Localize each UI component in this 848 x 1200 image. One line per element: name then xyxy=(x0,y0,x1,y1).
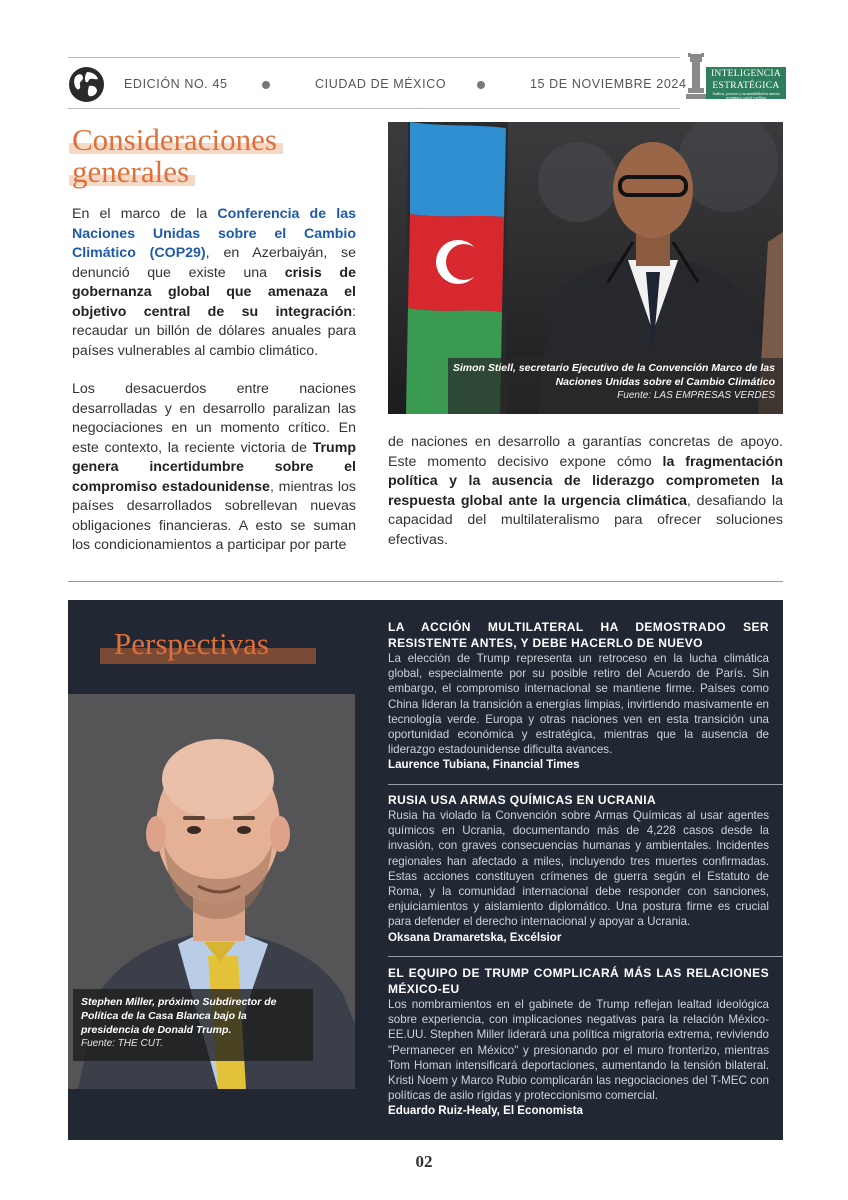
news-separator xyxy=(388,956,783,957)
news-separator xyxy=(388,784,783,785)
header-date: 15 DE NOVIEMBRE 2024 xyxy=(530,77,687,91)
globe-icon xyxy=(68,66,105,103)
logo xyxy=(706,67,786,99)
news-item xyxy=(388,965,769,1119)
section-divider xyxy=(68,581,783,582)
paragraph-fragmentation: de naciones en desarrollo a garantías concretas de apoyo. Este momento decisivo expone cómo la fragmentación política y la ausencia de liderazgo comprometen la respuesta global ante la urgencia climática, desafiando la capacidad del multilateralismo para ofrecer soluciones efectivas. xyxy=(388,434,783,548)
edition-number: EDICIÓN NO. 45 xyxy=(124,77,228,91)
section-title-line1: Consideraciones xyxy=(72,122,277,157)
news-item-author: Oksana Dramaretska, Excélsior xyxy=(388,930,562,944)
news-item-title: RUSIA USA ARMAS QUÍMICAS EN UCRANIA xyxy=(388,793,657,807)
header-city: CIUDAD DE MÉXICO xyxy=(315,77,447,91)
news-item xyxy=(388,792,769,946)
chess-piece-icon xyxy=(686,52,706,100)
news-item-body: Rusia ha violado la Convención sobre Armas Químicas al usar agentes químicos en Ucrania, documentando más de 4,228 casos desde la invasión, con graves consecuencias humanas y ambientales. Incidentes regionales han afectado a miles, incluyendo tres muertes confirmadas. Estas acciones constituyen crímenes de guerra según el Estatuto de Roma, y la comunidad internacional debe responder con sanciones, enjuiciamientos y aislamiento diplomático. Una postura firme es crucial para defender el derecho internacional y apoyar a Ucrania. xyxy=(388,809,769,929)
section-title xyxy=(72,124,277,188)
news-item-author: Eduardo Ruiz-Healy, El Economista xyxy=(388,1104,583,1118)
perspectivas-title: Perspectivas xyxy=(114,626,269,661)
photo-stephen-miller xyxy=(68,694,355,1089)
photo1-source: Fuente: LAS EMPRESAS VERDES xyxy=(617,390,775,401)
news-item-title: LA ACCIÓN MULTILATERAL HA DEMOSTRADO SER RESISTENTE ANTES, Y DEBE HACERLO DE NUEVO xyxy=(388,620,769,650)
photo1-caption xyxy=(448,358,783,414)
news-item-author: Laurence Tubiana, Financial Times xyxy=(388,758,580,772)
news-item-body: La elección de Trump representa un retroceso en la lucha climática global, especialmente por su posible retiro del Acuerdo de París. Sin embargo, el compromiso internacional se mantiene firme. Países como China lideran la transición a energías limpias, invirtiendo masivamente en tecnología verde. Europa y otras naciones ven en esta transición una oportunidad económica y estratégica, mientras que la ausencia de liderazgo estadounidense dificulta avances. xyxy=(388,652,769,757)
photo2-caption xyxy=(73,989,313,1061)
logo-title-line1: INTELIGENCIA xyxy=(710,69,782,79)
news-item xyxy=(388,619,769,773)
paragraph-intro: En el marco de la Conferencia de las Naciones Unidas sobre el Cambio Climático (COP29), en Azerbaiyán, se denunció que existe una crisis de gobernanza global que amenaza el objetivo central de su integración: recaudar un billón de dólares anuales para países vulnerables al cambio climático. xyxy=(72,206,357,359)
separator-dot xyxy=(477,81,485,89)
logo-title-line2: ESTRATÉGICA xyxy=(712,81,780,91)
left-column-text xyxy=(72,205,356,556)
separator-dot xyxy=(262,81,270,89)
photo-simon-stiell xyxy=(388,122,783,414)
photo2-source: Fuente: THE CUT. xyxy=(81,1038,163,1049)
header-bottom-rule xyxy=(68,108,680,109)
page-number: 02 xyxy=(415,1152,433,1171)
right-column-text xyxy=(388,433,783,550)
news-item-title: EL EQUIPO DE TRUMP COMPLICARÁ MÁS LAS RELACIONES MÉXICO-EU xyxy=(388,966,769,996)
section-title-line2: generales xyxy=(72,154,190,189)
paragraph-disagreements: Los desacuerdos entre naciones desarrolladas y en desarrollo paralizan las negociaciones en un momento crítico. En este contexto, la reciente victoria de Trump genera incertidumbre sobre el compromiso estadounidense, mientras los países desarrollados sobrellevan nuevas obligaciones financieras. A esto se suman los condicionamientos a participar por parte xyxy=(72,381,356,553)
photo1-caption-text: Simon Stiell, secretario Ejecutivo de la Convención Marco de las Naciones Unidas sobre el Cambio Climático xyxy=(452,362,775,388)
photo2-caption-text: Stephen Miller, próximo Subdirector de Política de la Casa Blanca bajo la presidencia de Donald Trump. xyxy=(81,996,277,1036)
header-top-rule xyxy=(68,57,680,58)
news-item-body: Los nombramientos en el gabinete de Trump reflejan lealtad ideológica sobre experiencia, con implicaciones negativas para la relación México-EE.UU. Stephen Miller liderará una política migratoria extrema, reviviendo "Permanecer en México" y presionando por el muro fronterizo, mientras Tom Homan intensificará deportaciones, aumentando la tensión bilateral. Kristi Noem y Marco Rubio complicarán las negociaciones del T-MEC con políticas de asilo rígidas y proteccionismo comercial. xyxy=(388,998,769,1103)
logo-subtitle: Análisis, procesos y sustentabilidad en materia económica, social y política xyxy=(712,92,780,100)
